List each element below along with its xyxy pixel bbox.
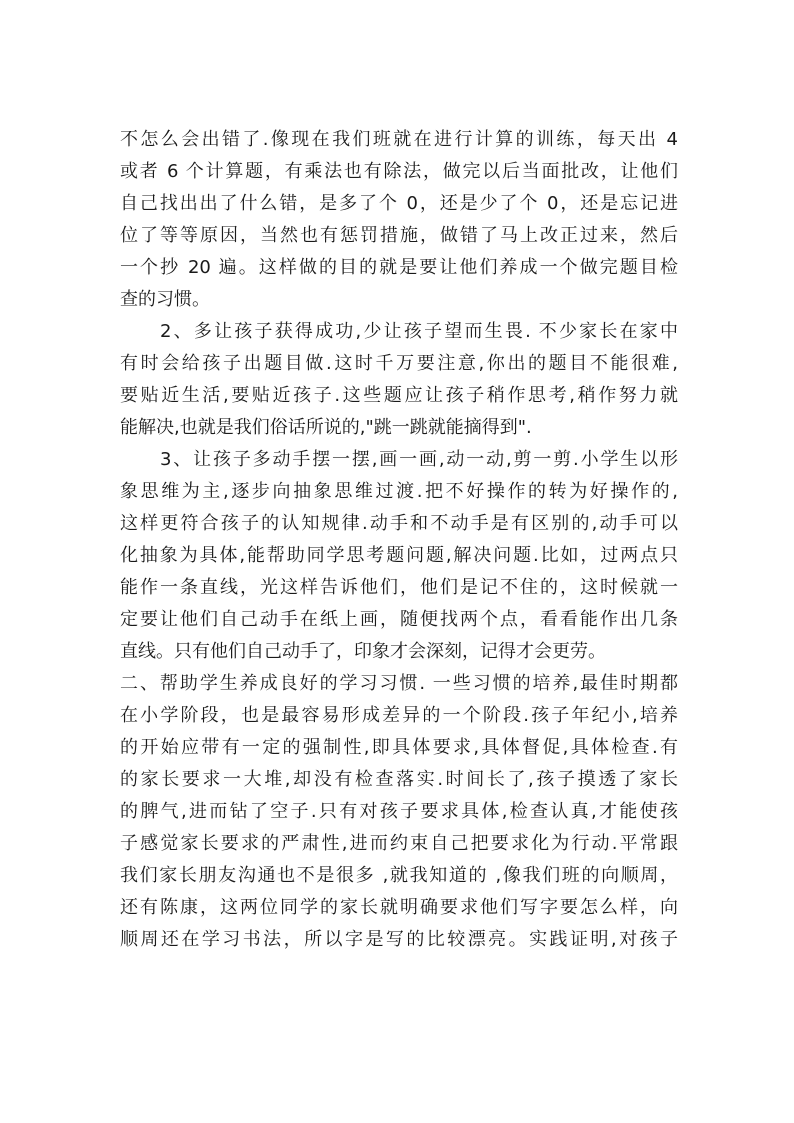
section-heading-line: 二、帮助学生养成良好的学习习惯. 一些习惯的培养,最佳时期都 (120, 673, 678, 694)
text-line: 要贴近生活,要贴近孩子.这些题应让孩子稍作思考,稍作努力就 (120, 385, 678, 406)
text-line: 顺周还在学习书法，所以字是写的比较漂亮。实践证明,对孩子 (120, 929, 678, 950)
text-line: 2、多让孩子获得成功,少让孩子望而生畏. 不少家长在家中 (160, 321, 678, 342)
text-line: 直线。只有他们自己动手了，印象才会深刻，记得才会更劳。 (120, 641, 606, 662)
text-line: 的脾气,进而钻了空子.只有对孩子要求具体,检查认真,才能使孩 (120, 801, 678, 822)
text-line: 这样更符合孩子的认知规律.动手和不动手是有区别的,动手可以 (120, 513, 678, 534)
text-line: 还有陈康，这两位同学的家长就明确要求他们写字要怎么样，向 (120, 897, 678, 918)
text-line: 的开始应带有一定的强制性,即具体要求,具体督促,具体检查.有 (120, 737, 678, 758)
text-line: 我们家长朋友沟通也不是很多 ,就我知道的 ,像我们班的向顺周， (120, 865, 678, 886)
text-line: 的家长要求一大堆,却没有检查落实.时间长了,孩子摸透了家长 (120, 769, 678, 790)
text-line: 或者 6 个计算题，有乘法也有除法，做完以后当面批改，让他们 (120, 161, 678, 182)
text-line: 能解决,也就是我们俗话所说的,"跳一跳就能摘得到". (120, 417, 532, 438)
text-line: 化抽象为具体,能帮助同学思考题问题,解决问题.比如，过两点只 (120, 545, 678, 566)
text-line: 位了等等原因，当然也有惩罚措施，做错了马上改正过来，然后 (120, 225, 678, 246)
text-line: 子感觉家长要求的严肃性,进而约束自己把要求化为行动.平常跟 (120, 833, 678, 854)
text-line: 能作一条直线，光这样告诉他们，他们是记不住的，这时候就一 (120, 577, 678, 598)
text-line: 在小学阶段，也是最容易形成差异的一个阶段.孩子年纪小,培养 (120, 705, 678, 726)
document-body-text (120, 124, 678, 956)
text-line: 3、让孩子多动手摆一摆,画一画,动一动,剪一剪.小学生以形 (160, 449, 678, 470)
text-line: 查的习惯。 (120, 289, 210, 310)
text-line: 象思维为主,逐步向抽象思维过渡.把不好操作的转为好操作的, (120, 481, 678, 502)
text-line: 有时会给孩子出题目做.这时千万要注意,你出的题目不能很难, (120, 353, 678, 374)
text-line: 一个抄 20 遍。这样做的目的就是要让他们养成一个做完题目检 (120, 257, 678, 278)
text-line: 自己找出出了什么错，是多了个 0，还是少了个 0，还是忘记进 (120, 193, 678, 214)
text-line: 不怎么会出错了.像现在我们班就在进行计算的训练，每天出 4 (120, 129, 678, 150)
text-line: 定要让他们自己动手在纸上画，随便找两个点，看看能作出几条 (120, 609, 678, 630)
